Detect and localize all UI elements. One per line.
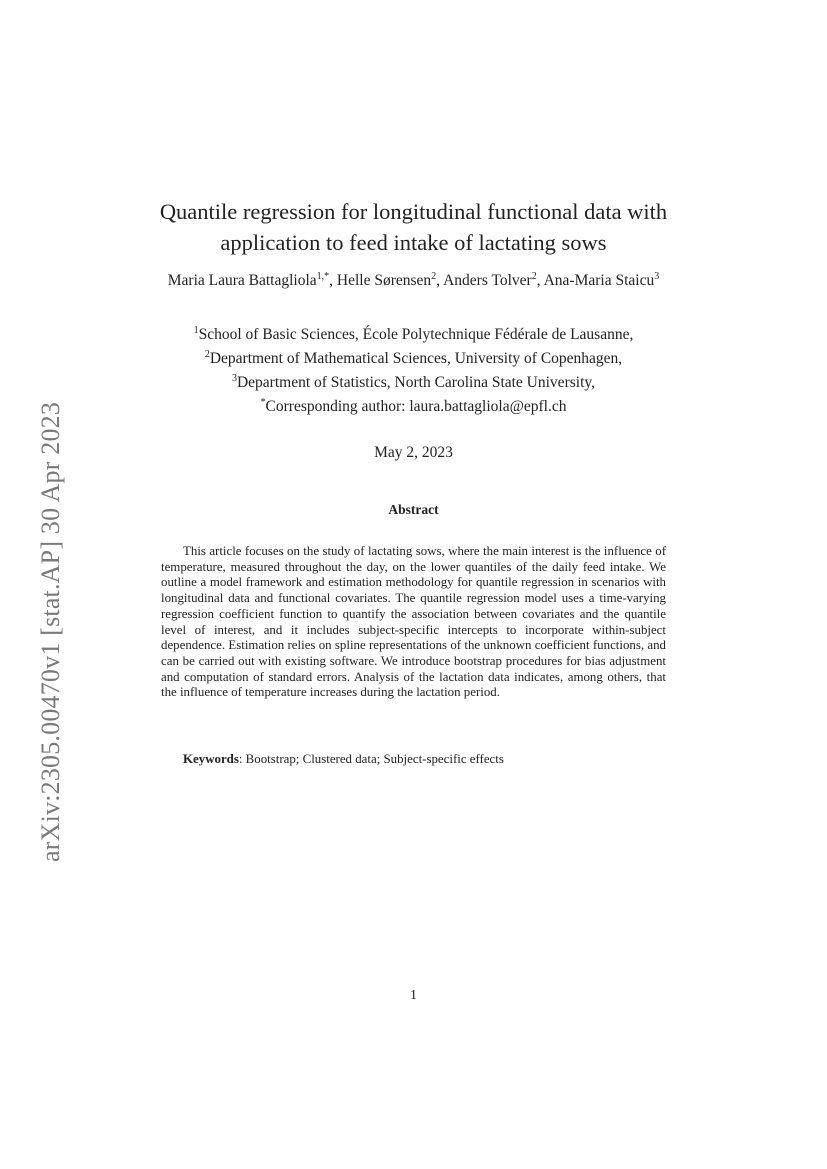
affiliation-text: Department of Statistics, North Carolina State University, bbox=[236, 374, 595, 391]
affiliation-list bbox=[80, 323, 747, 419]
affiliation-mark: * bbox=[260, 397, 266, 408]
author-name: Ana-Maria Staicu bbox=[543, 272, 655, 289]
affiliation-text: School of Basic Sciences, École Polytechnique Fédérale de Lausanne, bbox=[198, 326, 634, 343]
corresponding-author-text[interactable]: Corresponding author: laura.battagliola@epfl.ch bbox=[265, 398, 567, 415]
keywords-line bbox=[183, 752, 673, 767]
abstract-heading: Abstract bbox=[388, 502, 439, 517]
page-number: 1 bbox=[410, 988, 417, 1003]
author-affiliation-mark: 1,* bbox=[316, 271, 330, 282]
author-separator: , bbox=[329, 272, 337, 289]
author-list bbox=[80, 272, 747, 290]
affiliation-mark: 2 bbox=[204, 349, 210, 360]
author-name: Maria Laura Battagliola bbox=[167, 272, 317, 289]
arxiv-side-stamp[interactable]: arXiv:2305.00470v1 [stat.AP] 30 Apr 2023 bbox=[36, 401, 65, 862]
affiliation-mark: 1 bbox=[193, 325, 199, 336]
paper-title bbox=[100, 196, 727, 258]
author-affiliation-mark: 2 bbox=[531, 271, 537, 282]
paper-date: May 2, 2023 bbox=[374, 444, 453, 461]
keywords-label: Keywords bbox=[183, 752, 239, 766]
author-separator: , bbox=[536, 272, 544, 289]
keywords-text: : Bootstrap; Clustered data; Subject-specific effects bbox=[238, 752, 504, 766]
author-affiliation-mark: 2 bbox=[431, 271, 437, 282]
author-affiliation-mark: 3 bbox=[654, 271, 660, 282]
author-separator: , bbox=[436, 272, 444, 289]
author-name: Helle Sørensen bbox=[336, 272, 432, 289]
author-name: Anders Tolver bbox=[443, 272, 532, 289]
affiliation-line bbox=[80, 323, 747, 347]
affiliation-line bbox=[80, 395, 747, 419]
affiliation-line bbox=[80, 371, 747, 395]
affiliation-mark: 3 bbox=[231, 373, 237, 384]
abstract-body: This article focuses on the study of lactating sows, where the main interest is the influence of temperature, measured throughout the day, on the lower quantiles of the daily feed intake. We outline a model framework and estimation methodology for quantile regression in scenarios with longitudinal data and functional covariates. The quantile regression model uses a time-varying regression coefficient function to quantify the association between covariates and the quantile level of interest, and it includes subject-specific intercepts to incorporate within-subject dependence. Estimation relies on spline representations of the unknown coefficient functions, and can be carried out with existing software. We introduce bootstrap procedures for bias adjustment and computation of standard errors. Analysis of the lactation data indicates, among others, that the influence of temperature increases during the lactation period. bbox=[161, 544, 666, 700]
title-line-1: Quantile regression for longitudinal functional data with bbox=[159, 199, 668, 224]
affiliation-line bbox=[80, 347, 747, 371]
title-line-2: application to feed intake of lactating sows bbox=[220, 230, 607, 255]
affiliation-text: Department of Mathematical Sciences, University of Copenhagen, bbox=[209, 350, 623, 367]
